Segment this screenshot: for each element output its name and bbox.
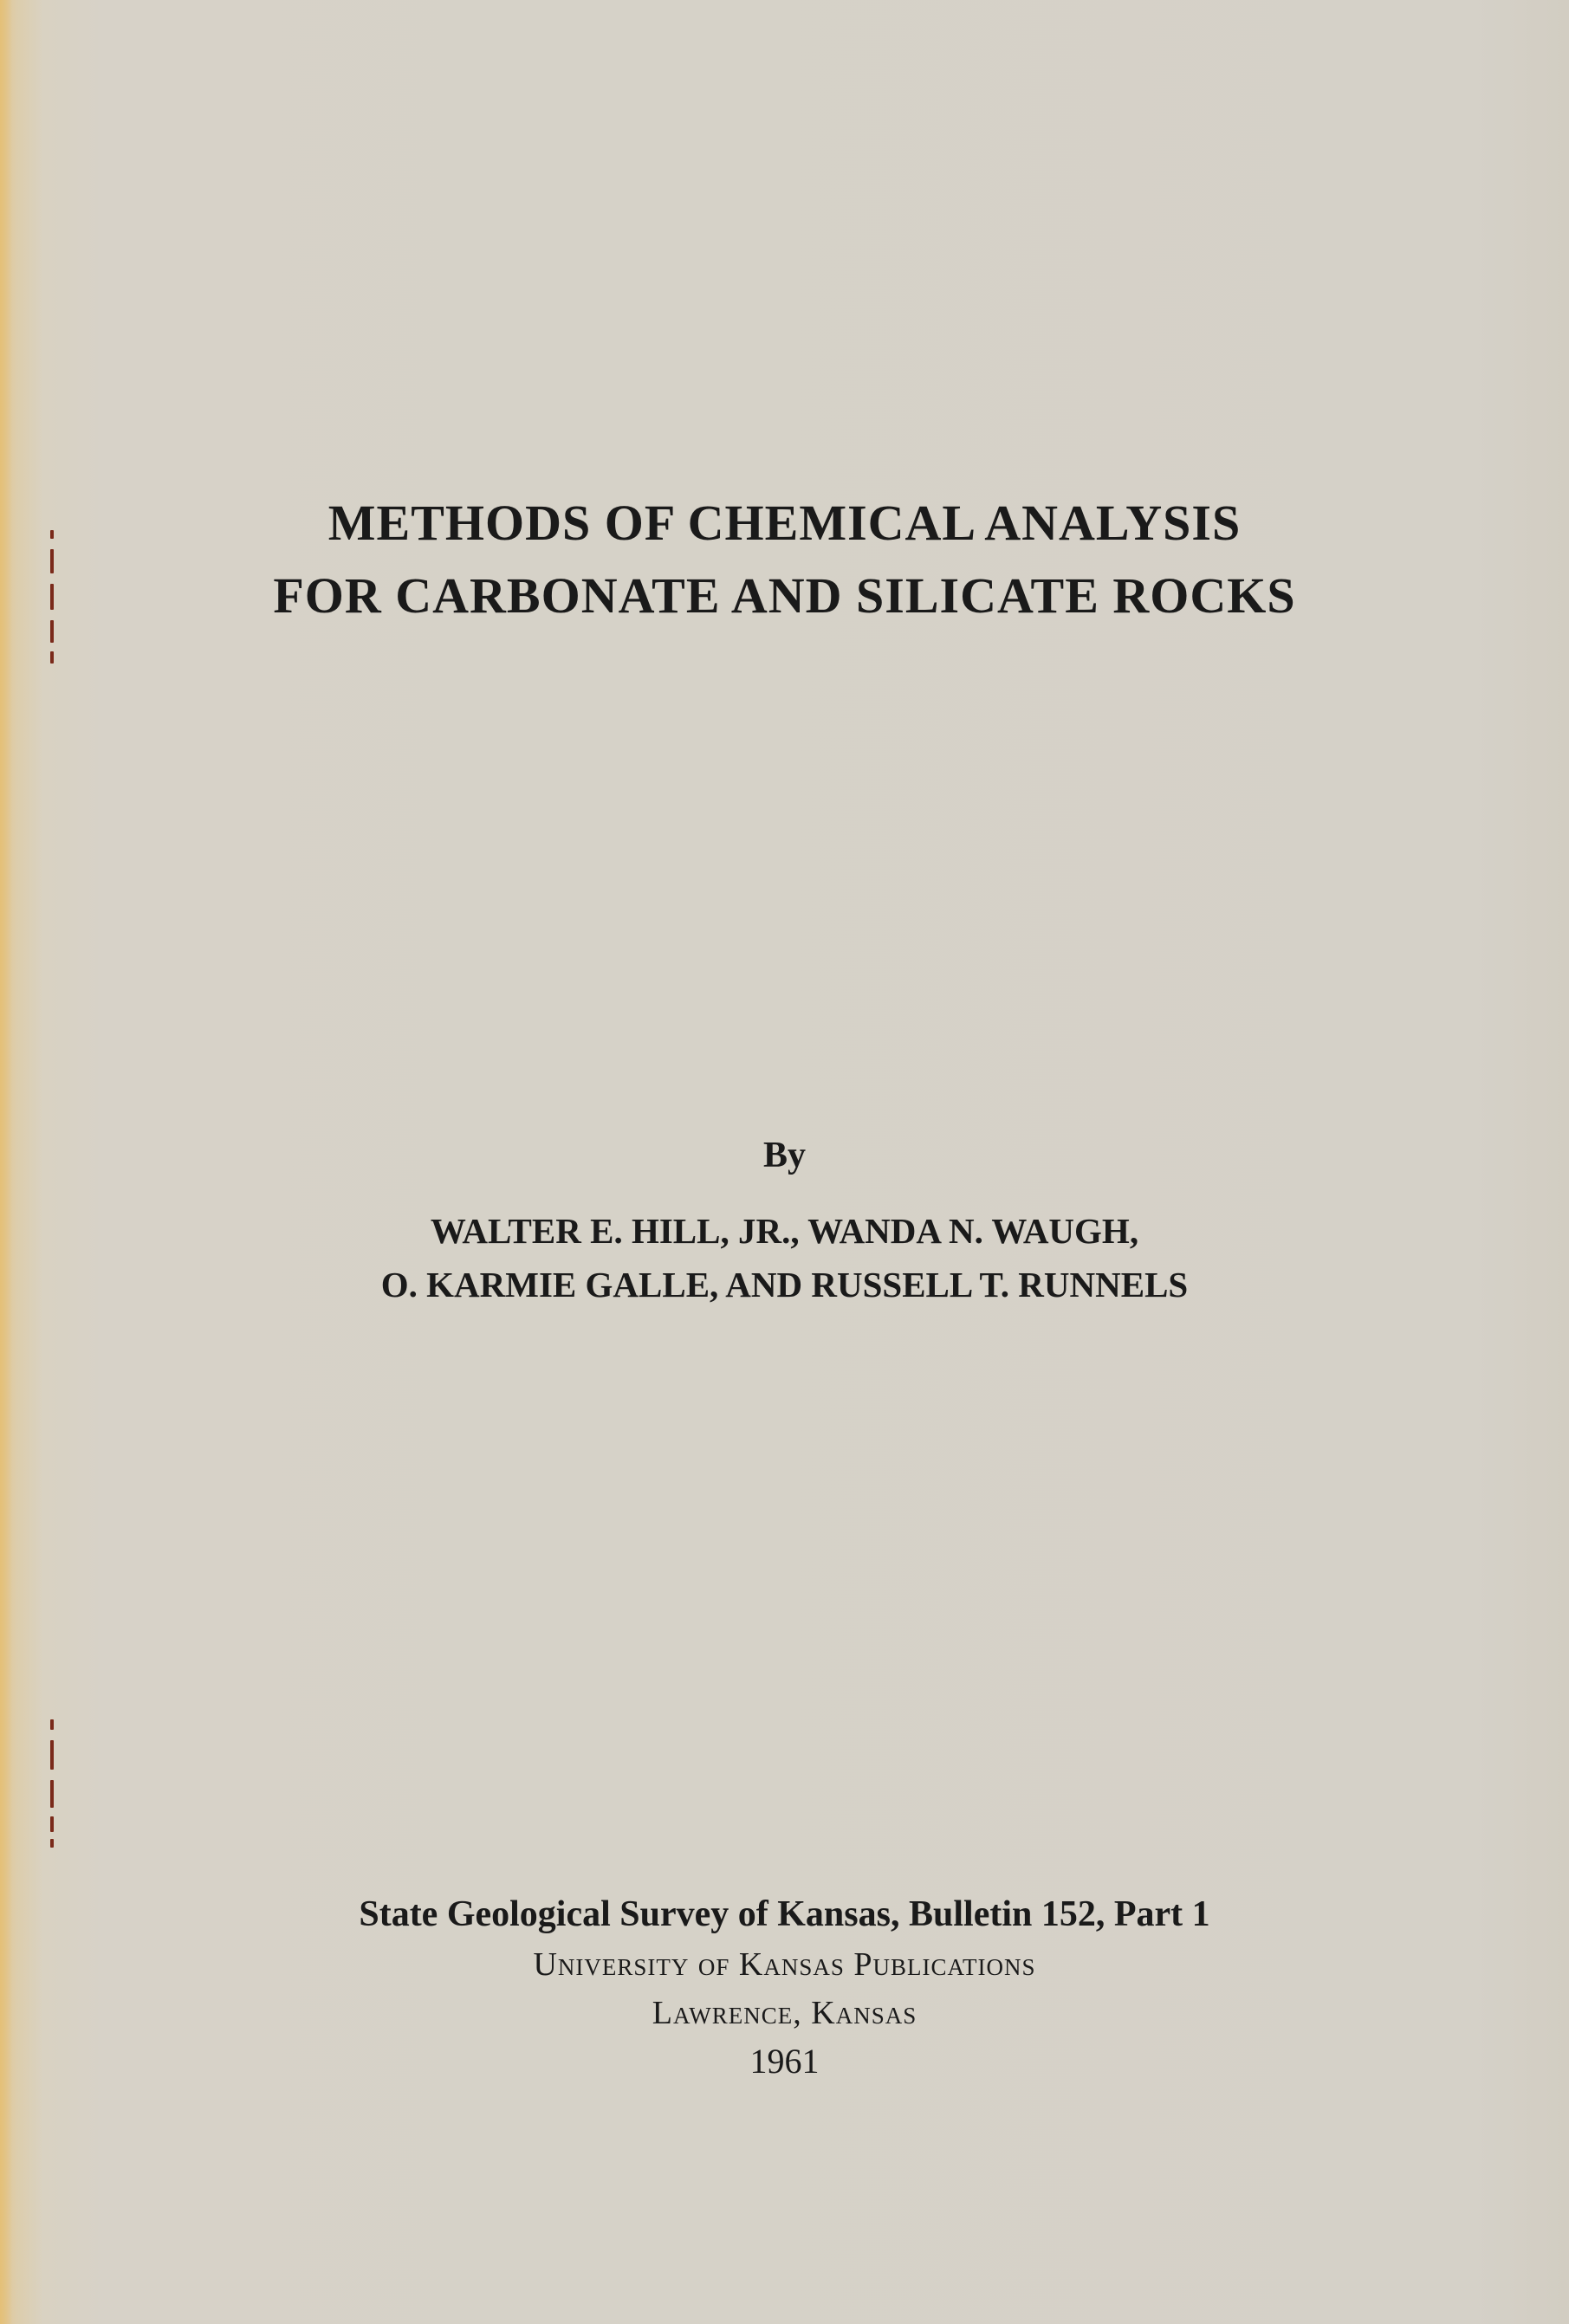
author-line-2: O. KARMIE GALLE, AND RUSSELL T. RUNNELS <box>380 1265 1189 1304</box>
place-line: Lawrence, Kansas <box>652 1995 917 2031</box>
book-title <box>0 487 1569 632</box>
series-line: State Geological Survey of Kansas, Bulletin 152, Part 1 <box>359 1894 1210 1934</box>
publisher-line: University of Kansas Publications <box>533 1946 1036 1983</box>
author-line-1: WALTER E. HILL, JR., WANDA N. WAUGH, <box>430 1211 1139 1251</box>
author-list <box>0 1204 1569 1311</box>
imprint <box>0 1888 1569 2086</box>
staple-bottom <box>50 1719 55 1858</box>
publication-year: 1961 <box>749 2042 820 2081</box>
by-label: By <box>762 1136 806 1175</box>
title-line-2: FOR CARBONATE AND SILICATE ROCKS <box>273 567 1296 624</box>
title-line-1: METHODS OF CHEMICAL ANALYSIS <box>327 495 1242 551</box>
